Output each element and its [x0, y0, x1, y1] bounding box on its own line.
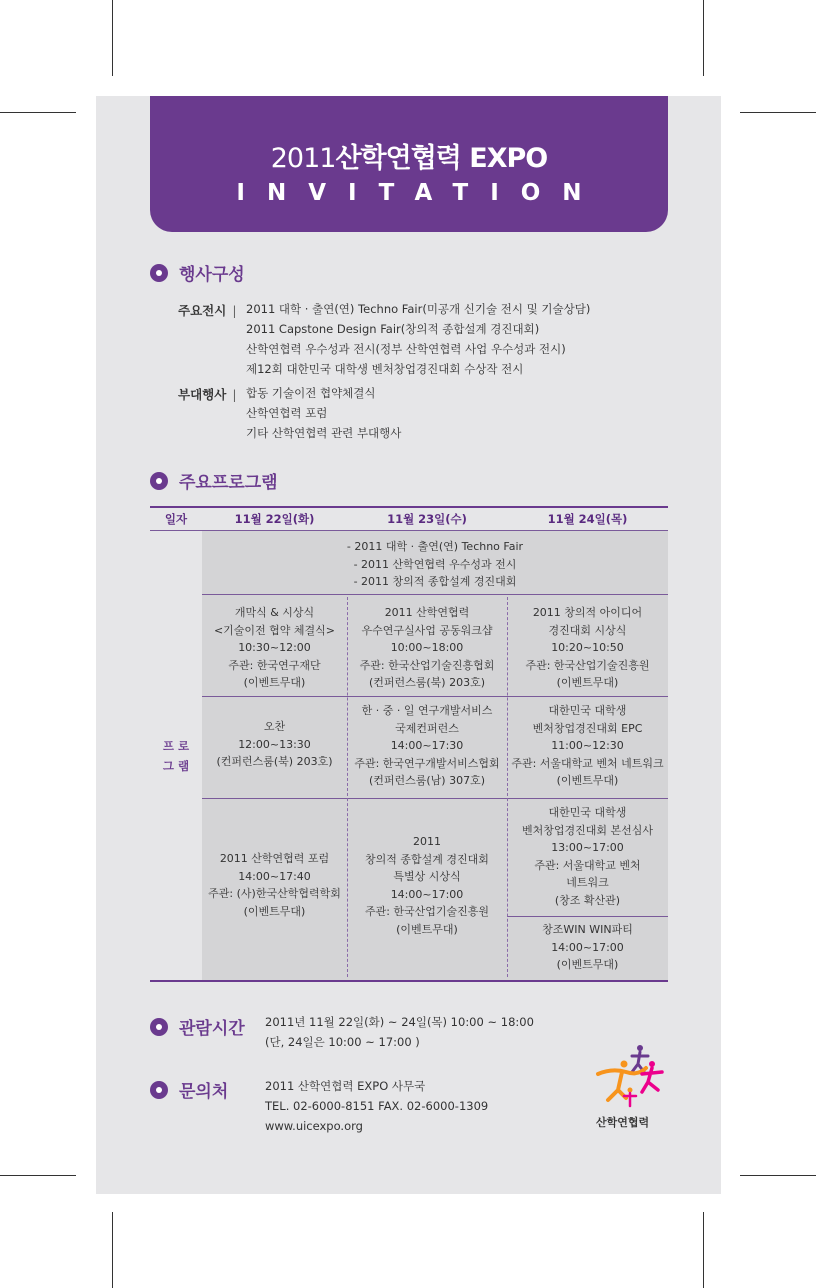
- section-heading-contact: [150, 1077, 228, 1102]
- cell-line: 대한민국 대학생: [548, 704, 627, 717]
- cell-line: (이벤트무대): [556, 774, 619, 787]
- cell-line: <기술이전 협약 체결식>: [213, 623, 336, 637]
- column-divider: [507, 597, 508, 977]
- cell-line: 2011 산학연협력: [384, 606, 470, 619]
- main-exhibit-label: [178, 301, 237, 319]
- bullet-icon: [150, 1081, 168, 1099]
- list-item: 기타 산학연협력 관련 부대행사: [246, 426, 402, 440]
- cell-line: 10:20~10:50: [551, 641, 624, 654]
- cell-line: 14:00~17:00: [390, 887, 464, 901]
- common-item: - 2011 창의적 종합설계 경진대회: [353, 575, 517, 588]
- cell-line: (이벤트무대): [243, 676, 306, 689]
- list-item: 산학연협력 포럼: [246, 406, 328, 420]
- row-divider: [202, 798, 668, 799]
- cell-line: 12:00~13:30: [238, 737, 311, 751]
- row3-day1: [202, 850, 347, 920]
- table-top-border: [150, 506, 668, 508]
- cell-line: 대한민국 대학생: [548, 806, 627, 819]
- list-item: 제12회 대한민국 대학생 벤처창업경진대회 수상작 전시: [246, 362, 524, 376]
- bullet-icon: [150, 264, 168, 282]
- header-date: 일자: [164, 512, 188, 526]
- cell-line: 주관: 서울대학교 벤처 네트워크: [511, 756, 664, 770]
- row-label-program: [150, 736, 202, 776]
- cell-line: 14:00~17:40: [238, 869, 311, 883]
- row3-day3-top: [507, 804, 668, 909]
- cell-line: (컨퍼런스룸(북) 203호): [368, 676, 486, 689]
- row2-day1: [202, 718, 347, 771]
- logo-figure-head: [649, 1061, 655, 1067]
- cell-line: (이벤트무대): [396, 922, 458, 936]
- common-item: - 2011 산학연협력 우수성과 전시: [353, 557, 517, 571]
- hours-line: 2011년 11월 22일(화) ~ 24일(목) 10:00 ~ 18:00: [265, 1015, 534, 1029]
- column-divider: [347, 597, 348, 977]
- cell-line: 국제컨퍼런스: [395, 721, 459, 735]
- contact-text: [265, 1076, 488, 1136]
- cell-line: 주관: (사)한국산학협력학회: [208, 887, 341, 900]
- header-day1: 11월 22일(화): [234, 512, 315, 526]
- header-day2: 11월 23일(수): [387, 512, 467, 526]
- page-title: [150, 136, 668, 175]
- logo-figure-head: [621, 1061, 628, 1068]
- hours-text: [265, 1012, 534, 1052]
- crop-mark: [0, 1175, 76, 1176]
- bullet-icon: [150, 1018, 168, 1036]
- cell-line: 13:00~17:00: [551, 841, 624, 854]
- cell-line: 벤처창업경진대회 본선심사: [521, 823, 653, 837]
- separator: |: [232, 303, 237, 318]
- row-label-line: 그 램: [162, 759, 190, 773]
- logo-text: 산학연협력: [596, 1116, 650, 1129]
- title-main: 산학연협력 EXPO: [335, 143, 548, 174]
- section-title: 행사구성: [179, 265, 245, 285]
- main-exhibit-list: [246, 299, 590, 379]
- common-exhibits: [202, 538, 668, 591]
- cell-line: 주관: 한국연구개발서비스협회: [354, 756, 500, 770]
- cell-line: 주관: 한국산업기술진흥원: [364, 905, 490, 918]
- common-item: - 2011 대학 · 출연(연) Techno Fair: [346, 540, 524, 553]
- row-divider: [507, 916, 668, 917]
- cell-line: 14:00~17:00: [551, 940, 624, 954]
- cell-line: 네트워크: [566, 876, 609, 889]
- cell-line: 10:00~18:00: [390, 641, 464, 654]
- cell-line: 우수연구실사업 공동워크샵: [361, 623, 493, 637]
- bullet-icon: [150, 472, 168, 490]
- crop-mark: [740, 112, 816, 113]
- label-text: 주요전시: [178, 303, 227, 318]
- section-heading-composition: [150, 260, 245, 285]
- separator: |: [232, 387, 237, 402]
- cell-line: (이벤트무대): [556, 676, 619, 689]
- list-item: 2011 Capstone Design Fair(창의적 종합설계 경진대회): [246, 322, 540, 336]
- cell-line: 2011: [413, 835, 441, 848]
- list-item: 2011 대학 · 출연(연) Techno Fair(미공개 신기술 전시 및 기술상담): [246, 302, 591, 316]
- row2-day3: [507, 702, 668, 790]
- cell-line: 10:30~12:00: [238, 641, 311, 654]
- cell-line: 벤처창업경진대회 EPC: [532, 721, 643, 735]
- crop-mark: [740, 1175, 816, 1176]
- program-table: [150, 506, 668, 982]
- row1-day2: [347, 604, 507, 692]
- section-heading-program: [150, 468, 278, 493]
- label-text: 부대행사: [178, 387, 227, 402]
- row2-day2: [347, 702, 507, 790]
- contact-website-link[interactable]: www.uicexpo.org: [265, 1119, 363, 1133]
- cell-line: 오찬: [263, 720, 286, 733]
- section-heading-hours: [150, 1014, 245, 1039]
- cell-line: 특별상 시상식: [393, 870, 461, 883]
- list-item: 산학연협력 우수성과 전시(정부 산학연협력 사업 우수성과 전시): [246, 342, 566, 356]
- row-divider: [202, 594, 668, 595]
- crop-mark: [0, 112, 76, 113]
- title-banner: [150, 96, 668, 232]
- contact-line: TEL. 02-6000-8151 FAX. 02-6000-1309: [265, 1099, 489, 1113]
- header-day3: 11월 24일(목): [547, 512, 628, 526]
- cell-line: 한 · 중 · 일 연구개발서비스: [361, 704, 493, 717]
- row-label-line: 프 로: [162, 739, 190, 753]
- section-title: 주요프로그램: [179, 473, 278, 493]
- cell-line: 주관: 한국산업기술진흥협회: [359, 658, 495, 672]
- cell-line: (창조 확산관): [554, 893, 621, 907]
- cell-line: (컨퍼런스룸(북) 203호): [216, 755, 333, 768]
- title-year: 2011: [270, 143, 336, 174]
- cell-line: 창조WIN WIN파티: [542, 923, 633, 936]
- row3-day2: [347, 833, 507, 938]
- contact-line: 2011 산학연협력 EXPO 사무국: [265, 1079, 426, 1093]
- cell-line: 2011 산학연협력 포럼: [219, 852, 330, 865]
- cell-line: 2011 창의적 아이디어: [532, 606, 643, 619]
- list-item: 합동 기술이전 협약체결식: [246, 386, 376, 400]
- section-title: 관람시간: [179, 1019, 245, 1039]
- logo-figure-orange: [598, 1068, 646, 1100]
- subtitle: INVITATION: [236, 180, 604, 206]
- side-event-list: [246, 383, 401, 443]
- cell-line: 주관: 서울대학교 벤처: [534, 858, 641, 872]
- cell-line: (이벤트무대): [556, 958, 619, 971]
- cell-line: 주관: 한국산업기술진흥원: [525, 658, 650, 672]
- row1-day3: [507, 604, 668, 692]
- crop-mark: [112, 1212, 113, 1288]
- row1-day1: [202, 604, 347, 692]
- cell-line: (이벤트무대): [243, 904, 306, 918]
- cell-line: 개막식 & 시상식: [234, 606, 315, 619]
- crop-mark: [112, 0, 113, 76]
- side-event-label: [178, 385, 237, 403]
- cell-line: (컨퍼런스룸(남) 307호): [368, 774, 486, 787]
- hours-line: (단, 24일은 10:00 ~ 17:00 ): [265, 1035, 420, 1049]
- row3-day3-bottom: [507, 921, 668, 974]
- logo-figure-head: [637, 1045, 643, 1051]
- section-title: 문의처: [179, 1082, 229, 1102]
- crop-mark: [703, 0, 704, 76]
- cell-line: 14:00~17:30: [390, 739, 464, 752]
- cell-line: 경진대회 시상식: [548, 623, 627, 637]
- cell-line: 창의적 종합설계 경진대회: [365, 852, 489, 866]
- crop-mark: [703, 1212, 704, 1288]
- table-bottom-border: [150, 980, 668, 982]
- cell-line: 11:00~12:30: [551, 739, 624, 752]
- cell-line: 주관: 한국연구재단: [228, 658, 321, 672]
- row-divider: [202, 696, 668, 697]
